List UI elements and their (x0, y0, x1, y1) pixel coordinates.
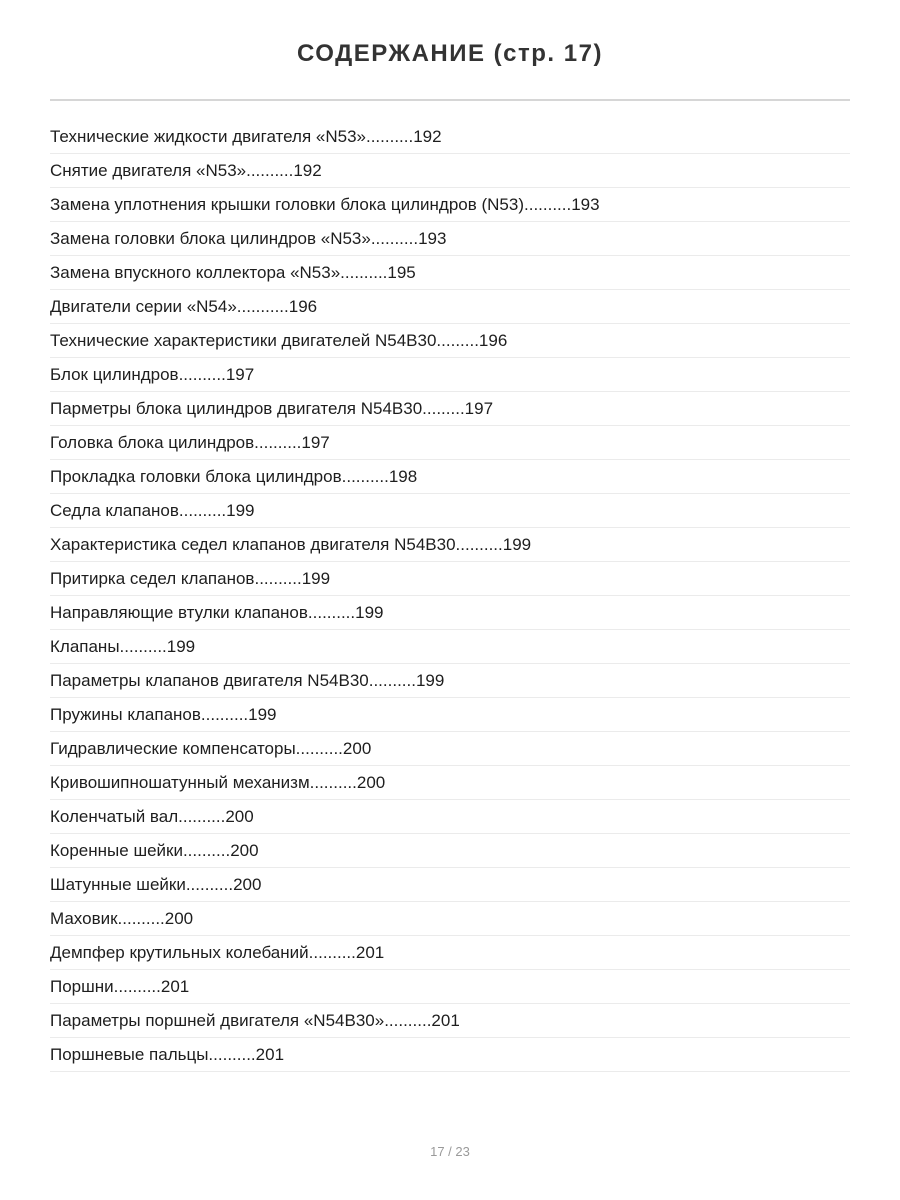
toc-item: Технические жидкости двигателя «N53»..........192 (50, 120, 850, 154)
toc-item: Маховик..........200 (50, 902, 850, 936)
toc-item: Демпфер крутильных колебаний..........201 (50, 936, 850, 970)
page-title: СОДЕРЖАНИЕ (стр. 17) (297, 40, 603, 67)
toc-item: Клапаны..........199 (50, 630, 850, 664)
toc-item: Кривошипношатунный механизм..........200 (50, 766, 850, 800)
toc-item: Блок цилиндров..........197 (50, 358, 850, 392)
toc-item: Параметры клапанов двигателя N54B30..........199 (50, 664, 850, 698)
toc-item: Двигатели серии «N54»...........196 (50, 290, 850, 324)
toc-item: Характеристика седел клапанов двигателя N54B30..........199 (50, 528, 850, 562)
toc-item: Коленчатый вал..........200 (50, 800, 850, 834)
toc-item: Поршневые пальцы..........201 (50, 1038, 850, 1072)
toc-item: Седла клапанов..........199 (50, 494, 850, 528)
page-number: 17 / 23 (430, 1144, 470, 1159)
toc-item: Притирка седел клапанов..........199 (50, 562, 850, 596)
toc-item: Замена уплотнения крышки головки блока цилиндров (N53)..........193 (50, 188, 850, 222)
toc-item: Коренные шейки..........200 (50, 834, 850, 868)
toc-item: Замена впускного коллектора «N53»..........195 (50, 256, 850, 290)
toc-item: Технические характеристики двигателей N54B30.........196 (50, 324, 850, 358)
toc-item: Гидравлические компенсаторы..........200 (50, 732, 850, 766)
toc-item: Шатунные шейки..........200 (50, 868, 850, 902)
toc-item: Прокладка головки блока цилиндров..........198 (50, 460, 850, 494)
toc-item: Параметры поршней двигателя «N54B30»..........201 (50, 1004, 850, 1038)
title-divider (50, 99, 850, 101)
toc-item: Снятие двигателя «N53»..........192 (50, 154, 850, 188)
toc-item: Поршни..........201 (50, 970, 850, 1004)
toc-item: Головка блока цилиндров..........197 (50, 426, 850, 460)
toc-item: Пружины клапанов..........199 (50, 698, 850, 732)
toc-list (50, 120, 850, 1072)
toc-item: Замена головки блока цилиндров «N53»..........193 (50, 222, 850, 256)
toc-item: Направляющие втулки клапанов..........199 (50, 596, 850, 630)
toc-item: Парметры блока цилиндров двигателя N54B30.........197 (50, 392, 850, 426)
